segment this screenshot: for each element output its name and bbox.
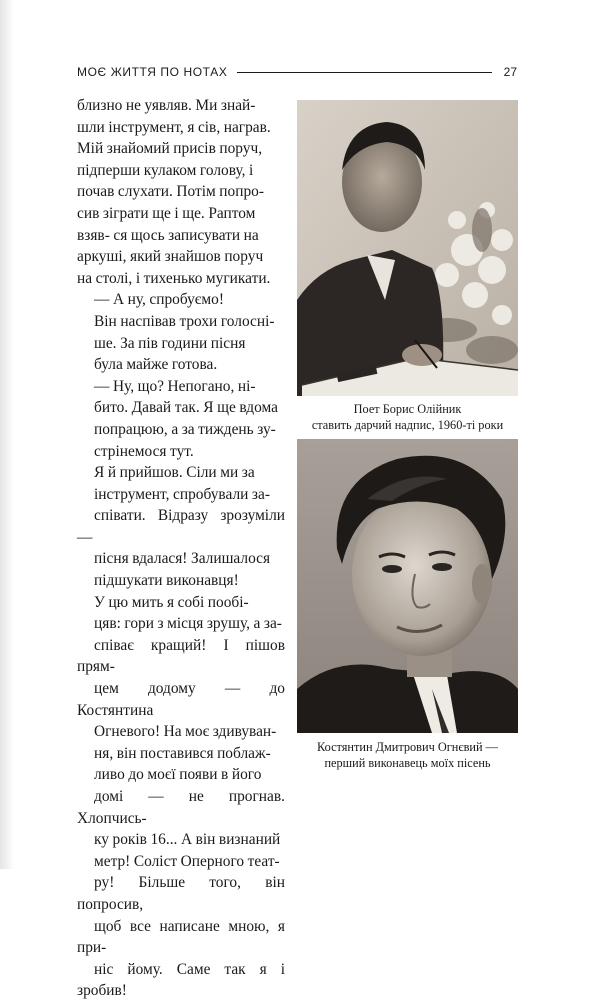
caption-line: Костянтин Дмитрович Огнєвий — (317, 740, 498, 754)
text-line: почав слухати. Потім попро- (77, 183, 264, 201)
text-line: метр! Соліст Оперного теат- (94, 852, 280, 870)
caption-line: Поет Борис Олійник (353, 402, 462, 416)
text-line: сив зіграти ще і ще. Раптом (77, 204, 256, 222)
text-line: шли інструмент, я сів, награв. (77, 118, 271, 136)
text-line: на столі, і тихенько мугикати. (77, 269, 271, 287)
text-line: ру! Більше того, він попросив, (77, 874, 285, 913)
paragraph (77, 95, 285, 289)
text-line: підперши кулаком голову, і (77, 161, 254, 179)
photo-portrait-ohnevyi (297, 439, 518, 733)
text-line: ше. За пів години пісня (94, 334, 246, 352)
figure-caption (297, 739, 518, 771)
page-edge-shadow (0, 0, 14, 869)
text-line: — Ну, що? Непогано, ні- (94, 377, 256, 395)
text-line: цяв: гори з місця зрушу, а за- (94, 615, 282, 633)
text-line: стрінемося тут. (94, 442, 194, 460)
text-line: Мій знайомий присів поруч, (77, 140, 263, 158)
text-line: Я й прийшов. Сіли ми за (94, 464, 255, 482)
book-title: МОЄ ЖИТТЯ ПО НОТАХ (77, 65, 228, 79)
text-line: Він наспівав трохи голосні- (94, 312, 275, 330)
paragraph (77, 289, 285, 311)
text-line: попрацюю, а за тиждень зу- (94, 420, 276, 438)
body-text (77, 95, 285, 1002)
text-line: Огневого! На моє здивуван- (94, 723, 277, 741)
caption-line: перший виконавець моїх пісень (324, 756, 491, 770)
text-line: інструмент, спробували за- (94, 485, 270, 503)
text-line: аркуші, який знайшов поруч (77, 248, 264, 266)
paragraph (77, 311, 285, 376)
text-line: пісня вдалася! Залишалося (94, 550, 271, 568)
paragraph (77, 592, 285, 1002)
caption-line: ставить дарчий надпис, 1960-ті роки (311, 418, 504, 432)
text-line: цем додому — до Костянтина (77, 680, 285, 719)
text-line: домі — не прогнав. Хлопчись- (77, 788, 285, 827)
figure-caption (297, 401, 518, 433)
text-line: взяв- ся щось записувати на (77, 226, 259, 244)
text-line: ливо до моєї появи в його (94, 766, 262, 784)
paragraph (77, 376, 285, 462)
page-number: 27 (503, 65, 517, 79)
text-line: щоб все написане мною, я при- (77, 917, 285, 957)
text-line: — А ну, спробуємо! (94, 291, 224, 309)
text-line: бито. Давай так. Я ще вдома (94, 399, 278, 417)
photo-poet-signing (297, 100, 518, 396)
text-line: була майже готова. (94, 356, 218, 374)
running-head (77, 64, 517, 80)
text-line: співати. Відразу зрозуміли — (77, 507, 285, 546)
text-line: ніс йому. Саме так я і зробив! (77, 960, 285, 1000)
text-line: ня, він поставився поблаж- (94, 744, 271, 762)
text-line: близно не уявляв. Ми знай- (77, 97, 256, 114)
text-line: У цю мить я собі пообі- (94, 593, 249, 611)
paragraph (77, 462, 285, 592)
text-line: підшукати виконавця! (94, 572, 239, 590)
text-line: ку років 16... А він визнаний (94, 831, 281, 849)
header-rule (237, 72, 491, 73)
text-line: співає кращий! І пішов прям- (77, 636, 285, 676)
